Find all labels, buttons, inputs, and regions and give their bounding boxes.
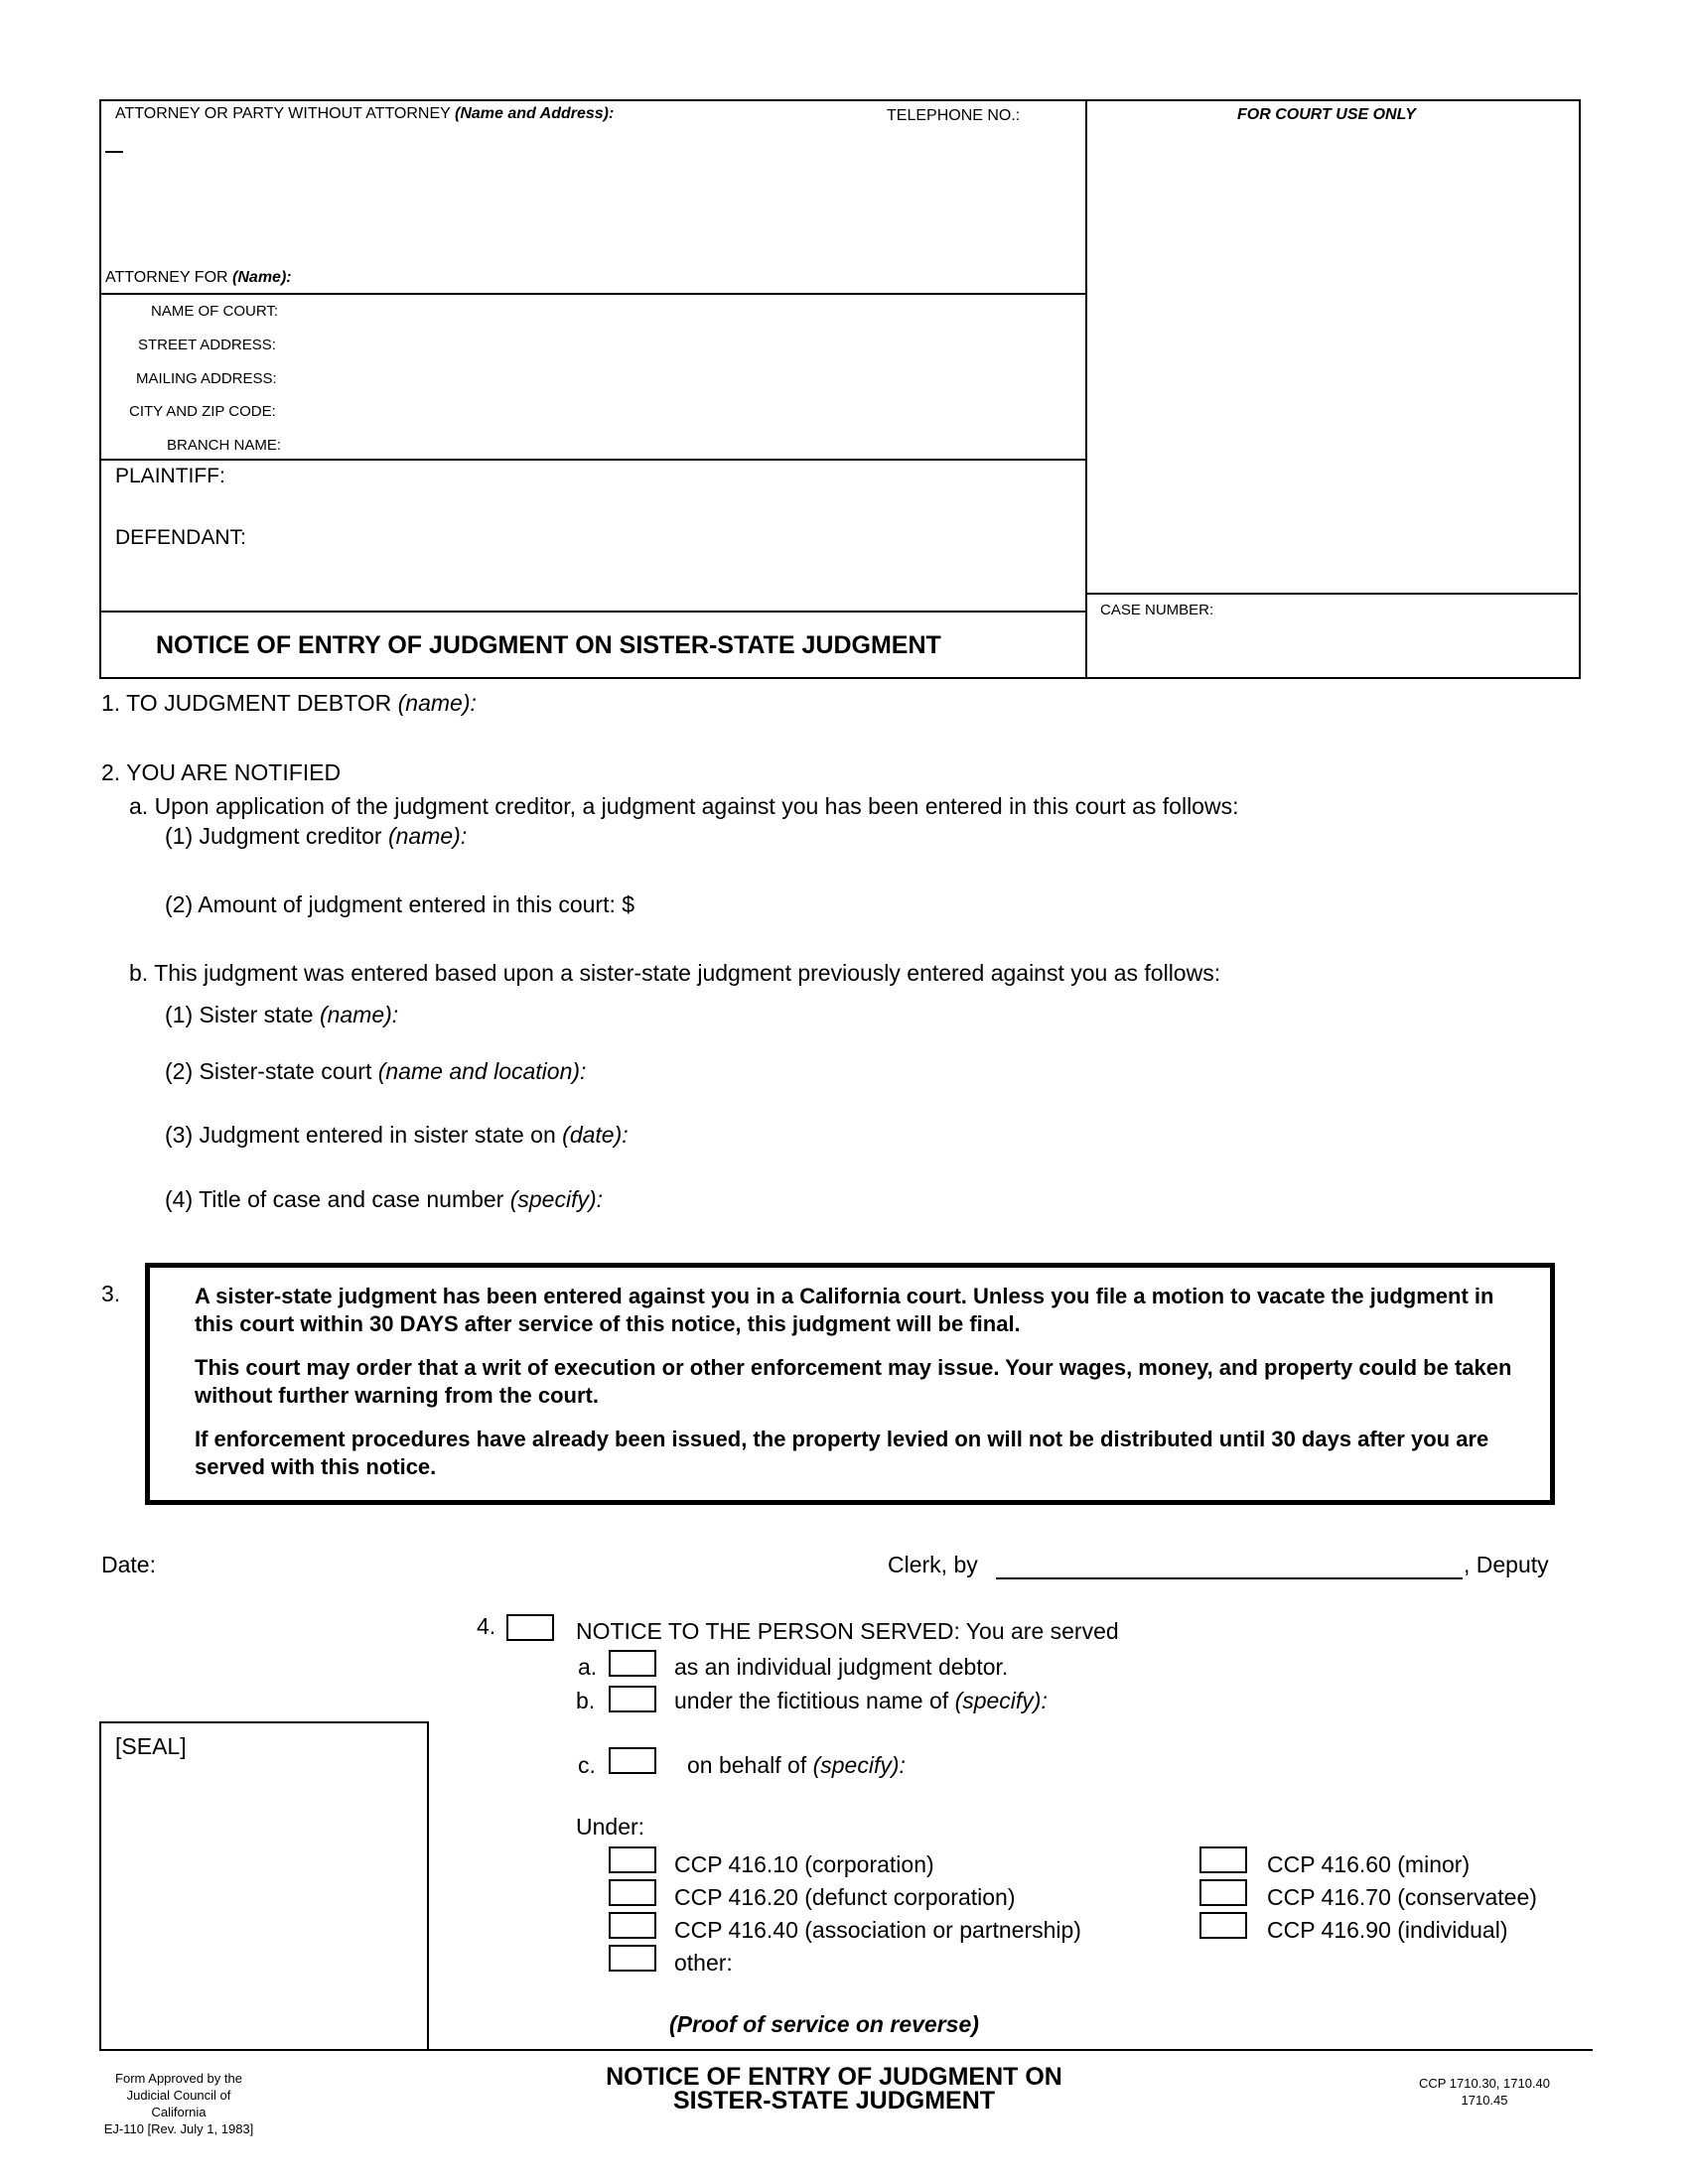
caption-title: NOTICE OF ENTRY OF JUDGMENT ON SISTER-STATE JUDGMENT xyxy=(156,631,941,659)
attorney-label: ATTORNEY OR PARTY WITHOUT ATTORNEY (Name and Address): xyxy=(115,105,615,122)
clerk-signature-line[interactable] xyxy=(996,1577,1463,1579)
date-label: Date: xyxy=(101,1552,156,1577)
item3-paragraph-3: If enforcement procedures have already been issued, the property levied on will not be distributed until 30 days after you are served with this notice. xyxy=(195,1427,1489,1479)
court-section-rule xyxy=(99,459,1086,461)
footer-title-line2: SISTER-STATE JUDGMENT xyxy=(672,2087,996,2115)
street-address-label: STREET ADDRESS: xyxy=(138,337,276,353)
ccp-41620-label: CCP 416.20 (defunct corporation) xyxy=(674,1884,1016,1910)
item4b-checkbox[interactable] xyxy=(609,1686,656,1712)
proof-of-service-note: (Proof of service on reverse) xyxy=(669,2011,979,2037)
item3-paragraph-1: A sister-state judgment has been entered against you in a California court. Unless you file a motion to vacate the judgment in this court within 30 DAYS after service of this notice, this judgment will be final. xyxy=(195,1284,1494,1336)
item4-checkbox[interactable] xyxy=(506,1614,554,1641)
item4-heading: NOTICE TO THE PERSON SERVED: You are served xyxy=(576,1618,1119,1644)
item4c-text: on behalf of (specify): xyxy=(687,1752,906,1778)
item4a-letter: a. xyxy=(578,1654,598,1680)
footer-judicial-council: Judicial Council of California xyxy=(126,2088,231,2119)
seal-label: [SEAL] xyxy=(115,1733,187,1759)
item4-number: 4. xyxy=(477,1613,496,1639)
ccp-41660-label: CCP 416.60 (minor) xyxy=(1267,1851,1471,1877)
ccp-41640-checkbox[interactable] xyxy=(609,1912,656,1939)
item2a-text: a. Upon application of the judgment creditor, a judgment against you has been entered in this court as follows: xyxy=(129,793,1239,819)
item1-judgment-debtor: 1. TO JUDGMENT DEBTOR (name): xyxy=(101,690,477,716)
footer-approved: Form Approved by the xyxy=(115,2071,242,2086)
item2b-text: b. This judgment was entered based upon a sister-state judgment previously entered against you as follows: xyxy=(129,960,1221,986)
clerk-label: Clerk, by xyxy=(888,1552,978,1577)
caption-divider xyxy=(1085,99,1087,677)
deputy-label: , Deputy xyxy=(1464,1552,1549,1577)
item2b4-case-title: (4) Title of case and case number (specify): xyxy=(165,1186,604,1212)
item4b-text: under the fictitious name of (specify): xyxy=(674,1688,1048,1713)
item2-heading: 2. YOU ARE NOTIFIED xyxy=(101,759,342,785)
other-label: other: xyxy=(674,1950,733,1976)
footer-statute-2: 1710.45 xyxy=(1461,2093,1508,2108)
item4b-letter: b. xyxy=(576,1688,596,1713)
city-zip-label: CITY AND ZIP CODE: xyxy=(129,403,276,420)
ccp-41670-checkbox[interactable] xyxy=(1199,1879,1247,1906)
telephone-label: TELEPHONE NO.: xyxy=(887,107,1021,124)
branch-name-label: BRANCH NAME: xyxy=(167,437,282,454)
ccp-41660-checkbox[interactable] xyxy=(1199,1846,1247,1873)
item4a-text: as an individual judgment debtor. xyxy=(674,1654,1009,1680)
footer-rule xyxy=(99,2049,1593,2051)
footer-title xyxy=(556,2065,1112,2113)
ccp-41690-label: CCP 416.90 (individual) xyxy=(1267,1917,1508,1943)
item2a1-creditor: (1) Judgment creditor (name): xyxy=(165,823,468,849)
ccp-41670-label: CCP 416.70 (conservatee) xyxy=(1267,1884,1537,1910)
ccp-41640-label: CCP 416.40 (association or partnership) xyxy=(674,1917,1081,1943)
ccp-41620-checkbox[interactable] xyxy=(609,1879,656,1906)
defendant-label: DEFENDANT: xyxy=(115,526,246,549)
footer-statute-1: CCP 1710.30, 1710.40 xyxy=(1418,2076,1551,2091)
mailing-address-label: MAILING ADDRESS: xyxy=(136,370,277,387)
attorney-for-label: ATTORNEY FOR (Name): xyxy=(105,269,292,286)
attorney-section-rule xyxy=(99,293,1086,295)
ccp-41610-checkbox[interactable] xyxy=(609,1846,656,1873)
seal-box xyxy=(99,1721,429,2050)
name-of-court-label: NAME OF COURT: xyxy=(151,303,279,320)
item4c-checkbox[interactable] xyxy=(609,1747,656,1774)
parties-section-rule xyxy=(99,611,1086,613)
footer-form-number: EJ-110 [Rev. July 1, 1983] xyxy=(103,2121,254,2136)
item4a-checkbox[interactable] xyxy=(609,1650,656,1677)
footer-title-line1: NOTICE OF ENTRY OF JUDGMENT ON xyxy=(606,2063,1062,2091)
footer-right xyxy=(1395,2075,1574,2109)
item2a2-amount: (2) Amount of judgment entered in this court: $ xyxy=(165,891,635,917)
under-label: Under: xyxy=(576,1814,645,1840)
item2b1-sister-state: (1) Sister state (name): xyxy=(165,1002,399,1027)
item3-number: 3. xyxy=(101,1281,121,1306)
ccp-41690-checkbox[interactable] xyxy=(1199,1912,1247,1939)
item3-paragraph-2: This court may order that a writ of execution or other enforcement may issue. Your wages, money, and property could be taken without further warning from the court. xyxy=(195,1355,1512,1408)
ccp-41610-label: CCP 416.10 (corporation) xyxy=(674,1851,934,1877)
item2b3-judgment-date: (3) Judgment entered in sister state on (date): xyxy=(165,1122,629,1148)
plaintiff-label: PLAINTIFF: xyxy=(115,465,225,487)
attorney-dash xyxy=(105,151,123,153)
other-checkbox[interactable] xyxy=(609,1945,656,1972)
court-use-label: FOR COURT USE ONLY xyxy=(1237,106,1416,123)
case-number-rule xyxy=(1085,593,1578,595)
item2b2-sister-court: (2) Sister-state court (name and location): xyxy=(165,1058,587,1084)
case-number-label: CASE NUMBER: xyxy=(1100,602,1214,618)
item4c-letter: c. xyxy=(578,1752,596,1778)
footer-left xyxy=(101,2070,256,2137)
